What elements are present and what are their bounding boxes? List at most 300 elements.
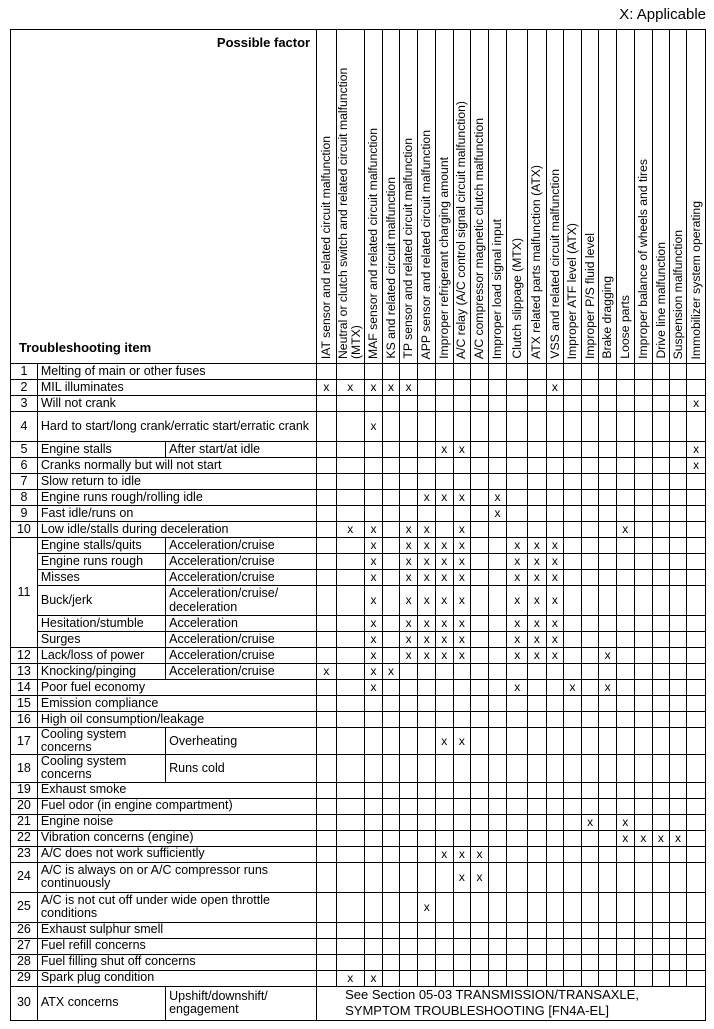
empty-cell [653,938,670,954]
empty-cell [399,364,418,380]
empty-cell [399,782,418,798]
applicable-mark: x [453,632,471,648]
row-number: 13 [11,664,38,680]
factor-header-cell [616,30,634,364]
empty-cell [528,782,547,798]
condition: Acceleration [166,616,317,632]
empty-cell [471,830,489,846]
table-row [11,712,706,728]
applicable-mark: x [546,616,564,632]
empty-cell [634,632,653,648]
empty-cell [616,954,634,970]
empty-cell [317,728,337,755]
applicable-mark: x [528,586,547,616]
row-number: 9 [11,506,38,522]
empty-cell [317,490,337,506]
empty-cell [436,798,454,814]
table-row [11,364,706,380]
empty-cell [528,922,547,938]
empty-cell [546,830,564,846]
empty-cell [436,922,454,938]
empty-cell [317,364,337,380]
empty-cell [634,506,653,522]
empty-cell [528,712,547,728]
empty-cell [488,664,507,680]
empty-cell [528,954,547,970]
empty-cell [634,782,653,798]
empty-cell [471,396,489,412]
empty-cell [634,380,653,396]
empty-cell [418,696,436,712]
empty-cell [418,506,436,522]
empty-cell [564,970,582,986]
empty-cell [528,490,547,506]
empty-cell [634,364,653,380]
empty-cell [436,938,454,954]
empty-cell [383,506,400,522]
factor-label: Improper ATF level (ATX) [565,222,580,359]
applicable-mark: x [453,522,471,538]
applicable-mark: x [436,586,454,616]
empty-cell [581,474,599,490]
empty-cell [507,696,528,712]
empty-cell [488,712,507,728]
applicable-mark: x [364,664,383,680]
table-row [11,586,706,616]
empty-cell [669,954,687,970]
factor-header-cell [418,30,436,364]
empty-cell [669,696,687,712]
empty-cell [383,846,400,862]
table-row [11,862,706,892]
empty-cell [507,506,528,522]
empty-cell [507,364,528,380]
empty-cell [634,442,653,458]
empty-cell [528,862,547,892]
empty-cell [418,970,436,986]
empty-cell [364,458,383,474]
empty-cell [669,396,687,412]
condition: Acceleration/cruise [166,648,317,664]
empty-cell [336,396,364,412]
applicable-mark: x [436,570,454,586]
empty-cell [528,442,547,458]
empty-cell [453,396,471,412]
empty-cell [453,938,471,954]
applicable-mark: x [364,570,383,586]
empty-cell [399,728,418,755]
empty-cell [399,680,418,696]
applicable-mark: x [364,680,383,696]
empty-cell [687,712,706,728]
empty-cell [653,696,670,712]
empty-cell [436,412,454,442]
empty-cell [336,954,364,970]
troubleshooting-item-heading: Troubleshooting item [19,340,152,356]
factor-header-cell [669,30,687,364]
empty-cell [599,970,617,986]
empty-cell [507,755,528,782]
empty-cell [564,458,582,474]
empty-cell [634,458,653,474]
empty-cell [546,364,564,380]
table-row [11,458,706,474]
empty-cell [687,364,706,380]
condition: Runs cold [166,755,317,782]
empty-cell [599,798,617,814]
applicable-mark: x [687,396,706,412]
empty-cell [453,970,471,986]
empty-cell [653,664,670,680]
empty-cell [528,474,547,490]
empty-cell [471,814,489,830]
applicable-mark: x [546,554,564,570]
empty-cell [564,586,582,616]
empty-cell [336,696,364,712]
empty-cell [488,648,507,664]
applicable-mark: x [436,846,454,862]
factor-label: Immobilizer system operating [688,200,703,359]
factor-label: IAT sensor and related circuit malfunction [319,135,334,359]
empty-cell [507,798,528,814]
empty-cell [564,632,582,648]
empty-cell [507,442,528,458]
empty-cell [669,616,687,632]
empty-cell [471,380,489,396]
troubleshooting-item: Engine noise [37,814,316,830]
empty-cell [653,970,670,986]
empty-cell [507,396,528,412]
table-row [11,522,706,538]
empty-cell [653,380,670,396]
empty-cell [453,380,471,396]
empty-cell [336,458,364,474]
empty-cell [669,728,687,755]
troubleshooting-table-container [10,29,706,1021]
troubleshooting-item: Melting of main or other fuses [37,364,316,380]
empty-cell [616,442,634,458]
empty-cell [564,798,582,814]
empty-cell [383,922,400,938]
empty-cell [507,782,528,798]
empty-cell [383,364,400,380]
empty-cell [687,862,706,892]
table-row [11,782,706,798]
empty-cell [471,522,489,538]
empty-cell [383,954,400,970]
empty-cell [581,846,599,862]
empty-cell [599,664,617,680]
empty-cell [364,396,383,412]
empty-cell [471,538,489,554]
troubleshooting-item: Exhaust smoke [37,782,316,798]
empty-cell [317,755,337,782]
empty-cell [418,474,436,490]
empty-cell [364,954,383,970]
table-row [11,474,706,490]
applicable-mark: x [418,586,436,616]
empty-cell [507,474,528,490]
empty-cell [616,798,634,814]
applicable-mark: x [399,538,418,554]
empty-cell [653,632,670,648]
empty-cell [488,782,507,798]
empty-cell [364,782,383,798]
empty-cell [564,712,582,728]
empty-cell [564,442,582,458]
empty-cell [581,570,599,586]
empty-cell [653,954,670,970]
empty-cell [528,412,547,442]
empty-cell [436,696,454,712]
empty-cell [528,364,547,380]
empty-cell [364,364,383,380]
empty-cell [616,664,634,680]
empty-cell [418,728,436,755]
applicable-mark: x [546,538,564,554]
empty-cell [599,830,617,846]
empty-cell [317,938,337,954]
applicable-mark: x [616,522,634,538]
empty-cell [669,664,687,680]
empty-cell [336,442,364,458]
empty-cell [488,954,507,970]
applicable-mark: x [364,586,383,616]
table-row [11,922,706,938]
applicable-mark: x [453,648,471,664]
applicable-mark: x [528,538,547,554]
empty-cell [364,712,383,728]
empty-cell [634,862,653,892]
empty-cell [599,458,617,474]
empty-cell [336,412,364,442]
empty-cell [317,970,337,986]
empty-cell [528,970,547,986]
factor-label: KS and related circuit malfunction [383,177,398,359]
table-row [11,954,706,970]
empty-cell [599,474,617,490]
empty-cell [399,506,418,522]
empty-cell [436,680,454,696]
empty-cell [653,586,670,616]
empty-cell [453,474,471,490]
applicable-mark: x [336,970,364,986]
empty-cell [418,954,436,970]
row-number: 2 [11,380,38,396]
empty-cell [599,490,617,506]
empty-cell [564,892,582,922]
empty-cell [653,538,670,554]
factor-label: TP sensor and related circuit malfunction [401,138,416,359]
empty-cell [581,696,599,712]
factor-header-cell [383,30,400,364]
empty-cell [634,586,653,616]
empty-cell [564,474,582,490]
applicable-mark: x [453,862,471,892]
empty-cell [399,938,418,954]
empty-cell [507,380,528,396]
empty-cell [564,922,582,938]
condition: Acceleration/cruise [166,632,317,648]
empty-cell [669,782,687,798]
empty-cell [364,922,383,938]
row-number: 29 [11,970,38,986]
empty-cell [383,458,400,474]
empty-cell [616,412,634,442]
empty-cell [383,970,400,986]
empty-cell [317,830,337,846]
empty-cell [669,412,687,442]
table-row [11,538,706,554]
empty-cell [669,522,687,538]
empty-cell [546,522,564,538]
empty-cell [488,798,507,814]
row-number: 6 [11,458,38,474]
row-number: 5 [11,442,38,458]
empty-cell [669,712,687,728]
applicable-mark: x [507,538,528,554]
applicable-mark: x [418,522,436,538]
empty-cell [399,474,418,490]
empty-cell [634,570,653,586]
row-number: 26 [11,922,38,938]
empty-cell [669,586,687,616]
empty-cell [336,632,364,648]
empty-cell [546,846,564,862]
empty-cell [336,616,364,632]
empty-cell [546,696,564,712]
empty-cell [669,380,687,396]
applicable-mark: x [399,586,418,616]
table-row [11,632,706,648]
applicable-mark: x [488,490,507,506]
empty-cell [436,712,454,728]
applicable-mark: x [528,554,547,570]
empty-cell [546,892,564,922]
empty-cell [418,680,436,696]
empty-cell [616,506,634,522]
empty-cell [653,814,670,830]
empty-cell [471,922,489,938]
empty-cell [488,586,507,616]
empty-cell [507,522,528,538]
applicable-mark: x [418,554,436,570]
factor-header-cell [634,30,653,364]
applicable-mark: x [471,862,489,892]
empty-cell [336,664,364,680]
empty-cell [687,696,706,712]
factor-label: Neutral or clutch switch and related circuit malfunction (MTX) [336,67,364,359]
factor-label: Improper P/S fluid level [582,233,597,359]
empty-cell [634,696,653,712]
empty-cell [507,490,528,506]
row-number: 14 [11,680,38,696]
empty-cell [669,892,687,922]
empty-cell [471,970,489,986]
factor-header-cell [507,30,528,364]
condition: Upshift/downshift/ engagement [166,986,317,1020]
empty-cell [317,412,337,442]
empty-cell [634,846,653,862]
empty-cell [634,892,653,922]
empty-cell [616,648,634,664]
empty-cell [383,798,400,814]
factor-header-cell [581,30,599,364]
empty-cell [616,728,634,755]
empty-cell [317,680,337,696]
empty-cell [364,830,383,846]
empty-cell [471,490,489,506]
troubleshooting-item: Fuel refill concerns [37,938,316,954]
applicable-mark: x [436,616,454,632]
empty-cell [687,798,706,814]
empty-cell [507,922,528,938]
empty-cell [488,474,507,490]
empty-cell [653,892,670,922]
empty-cell [336,570,364,586]
applicable-mark: x [453,490,471,506]
applicable-mark: x [581,814,599,830]
applicable-mark: x [436,538,454,554]
troubleshooting-item: A/C does not work sufficiently [37,846,316,862]
applicable-mark: x [364,632,383,648]
empty-cell [599,755,617,782]
empty-cell [687,922,706,938]
empty-cell [418,380,436,396]
empty-cell [399,442,418,458]
troubleshooting-item: Cooling system concerns [37,728,165,755]
empty-cell [383,938,400,954]
empty-cell [528,664,547,680]
table-row [11,570,706,586]
empty-cell [453,664,471,680]
troubleshooting-item: Fuel filling shut off concerns [37,954,316,970]
applicable-mark: x [364,522,383,538]
empty-cell [564,782,582,798]
empty-cell [653,458,670,474]
empty-cell [599,712,617,728]
empty-cell [528,814,547,830]
empty-cell [616,474,634,490]
empty-cell [669,680,687,696]
empty-cell [453,830,471,846]
empty-cell [436,782,454,798]
table-row [11,616,706,632]
empty-cell [453,712,471,728]
applicable-mark: x [364,648,383,664]
factor-header-cell [653,30,670,364]
empty-cell [687,954,706,970]
empty-cell [488,970,507,986]
condition: After start/at idle [166,442,317,458]
empty-cell [581,586,599,616]
empty-cell [564,364,582,380]
empty-cell [687,380,706,396]
empty-cell [546,490,564,506]
row-number: 12 [11,648,38,664]
empty-cell [634,680,653,696]
row-number: 11 [11,538,38,648]
empty-cell [528,938,547,954]
empty-cell [317,922,337,938]
empty-cell [546,396,564,412]
empty-cell [488,680,507,696]
empty-cell [507,862,528,892]
empty-cell [471,364,489,380]
empty-cell [317,554,337,570]
row-number: 22 [11,830,38,846]
empty-cell [687,814,706,830]
